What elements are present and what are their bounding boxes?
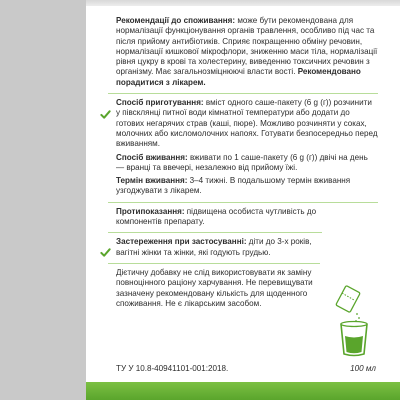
preparation-section	[116, 98, 378, 149]
sachet-cup-pictogram	[332, 284, 376, 360]
usage-section	[116, 153, 378, 174]
recommendations-text: може бути рекомендована для нормалізації функціонування органів травлення, особливо під час та після прийому антибіотиків. Сприяє покращенню обміну речовин, нормалізації кишкової мікрофлори, зниженню маси тіла, нормалізації рівня цукру в крові та холестерину, виведенню токсичних речовин з організму. Має загальнозміцнюючі власти вості.	[116, 16, 378, 77]
contraindications-text: підвищена особиста чутливість до компонентів препарату.	[116, 206, 317, 227]
warnings-label: Застереження при застосуванні:	[116, 237, 247, 247]
recommendations-label: Рекомендації до споживання:	[116, 16, 236, 25]
checkmark-icon	[100, 109, 111, 120]
contraindications-section	[116, 207, 378, 228]
section-divider	[108, 202, 378, 203]
sachet-icon	[336, 286, 360, 322]
green-stripe	[86, 382, 400, 400]
section-divider	[108, 232, 322, 233]
cup-icon	[341, 322, 367, 356]
checkmark-icon	[100, 247, 111, 258]
preparation-text: вміст одного саше-пакету (6 g (г)) розчинити у півсклянці питної води кімнатної температури або додати до готових негарячих страв (каші, пюре). Можливо розчиняти у соках, молочних або кисломолочних напоях. Готувати безпосередньо перед вживанням.	[116, 98, 378, 149]
usage-label: Спосіб вживання:	[116, 152, 188, 162]
section-divider	[108, 93, 378, 94]
footer	[116, 364, 376, 373]
warnings-section	[116, 237, 378, 258]
volume-label: 100 мл	[350, 364, 376, 373]
usage-text: вживати по 1 саше-пакету (6 g (г)) двічі на день — вранці та ввечері, незалежно від прийому їжі.	[116, 152, 368, 172]
label-panel	[86, 6, 400, 400]
label-content	[86, 6, 400, 309]
disclaimer-text: Дієтичну добавку не слід використовувати як заміну повноцінного раціону харчування. Не перевищувати зазначену рекомендовану кількість для щоденного споживання. Не є лікарським засобом.	[116, 267, 313, 308]
section-divider	[108, 263, 320, 264]
term-text: 3–4 тижні. В подальшому термін вживання узгоджувати з лікарем.	[116, 176, 351, 196]
recommendations-section	[116, 16, 378, 88]
preparation-label: Спосіб приготування:	[116, 98, 204, 108]
warnings-text: діти до 3-х років, вагітні жінки та жінки, які годують грудью.	[116, 237, 312, 257]
recommendations-advice: Рекомендовано порадитися з лікарем.	[116, 67, 361, 87]
term-section	[116, 176, 378, 197]
contraindications-label: Протипоказання:	[116, 206, 185, 216]
term-label: Термін вживання:	[116, 176, 188, 186]
standard-code: ТУ У 10.8-40941101-001:2018.	[116, 364, 229, 373]
